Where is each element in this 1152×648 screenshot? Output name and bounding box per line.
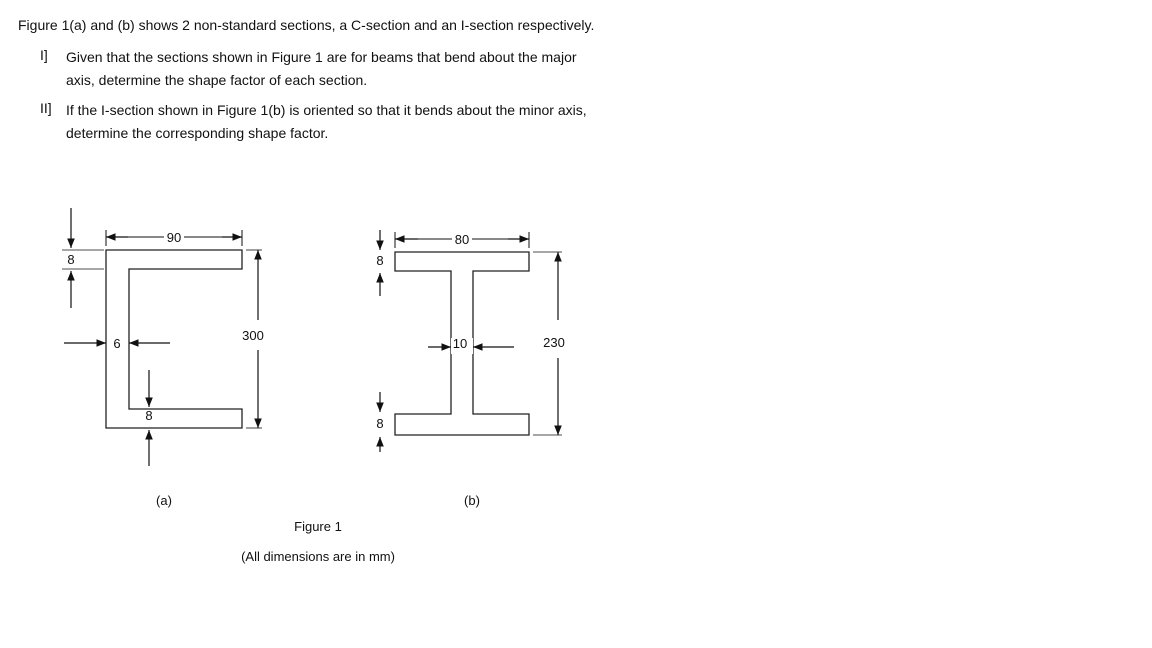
question-1-marker: I] bbox=[40, 47, 48, 63]
i-flange-width-label: 80 bbox=[454, 232, 470, 247]
c-section-outline bbox=[106, 250, 242, 428]
i-section-figure bbox=[376, 230, 564, 508]
i-bottom-flange-thickness-label: 8 bbox=[376, 416, 384, 431]
c-section-figure bbox=[62, 208, 264, 508]
i-depth-label: 230 bbox=[543, 335, 565, 350]
question-1-line-2: axis, determine the shape factor of each section. bbox=[66, 72, 368, 88]
figure-caption: Figure 1 bbox=[294, 519, 342, 534]
question-2-line-1: If the I-section shown in Figure 1(b) is oriented so that it bends about the minor axis, bbox=[66, 102, 587, 118]
c-top-flange-thickness-label: 8 bbox=[67, 252, 75, 267]
i-web-thickness-label: 10 bbox=[452, 336, 468, 351]
i-section-caption: (b) bbox=[464, 493, 480, 508]
question-2-line-2: determine the corresponding shape factor. bbox=[66, 125, 329, 141]
intro-text: Figure 1(a) and (b) shows 2 non-standard sections, a C-section and an I-section respectively. bbox=[18, 17, 595, 33]
c-flange-width-label: 90 bbox=[166, 230, 182, 245]
c-bottom-flange-thickness-label: 8 bbox=[145, 408, 153, 423]
question-2-marker: II] bbox=[40, 100, 52, 116]
units-note: (All dimensions are in mm) bbox=[241, 549, 395, 564]
c-web-thickness-label: 6 bbox=[113, 336, 121, 351]
i-top-flange-thickness-label: 8 bbox=[376, 253, 384, 268]
question-1-line-1: Given that the sections shown in Figure 1 are for beams that bend about the major bbox=[66, 49, 577, 65]
c-depth-label: 300 bbox=[242, 328, 264, 343]
c-section-caption: (a) bbox=[156, 493, 172, 508]
